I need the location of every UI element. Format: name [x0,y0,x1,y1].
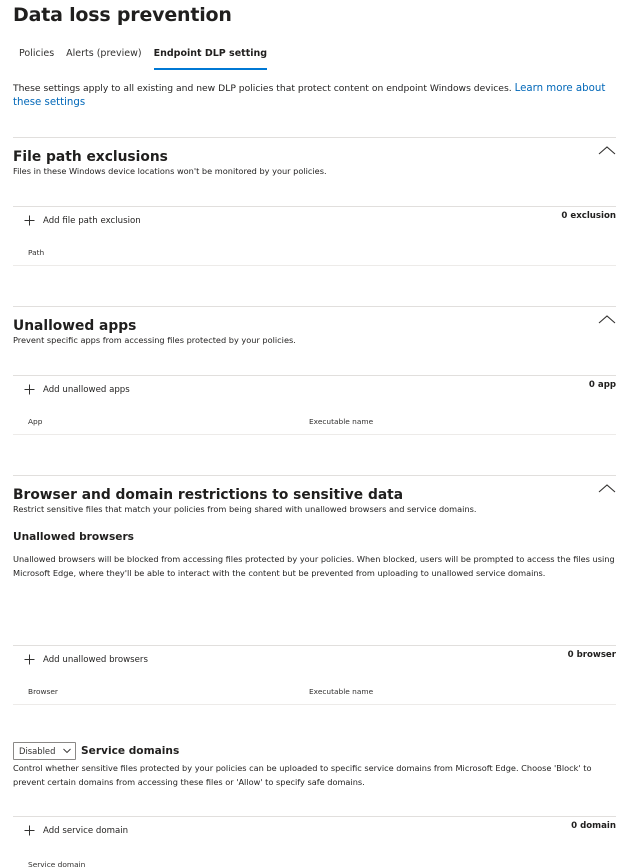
column-header-service-domain[interactable]: Service domain [28,860,86,868]
service-domains-title: Service domains [81,745,180,757]
column-header-browser[interactable]: Browser [28,687,58,696]
command-bar [13,375,616,405]
add-button-label: Add unallowed apps [43,384,130,395]
browser-domain-restrictions-section [13,475,616,868]
add-service-domain-button[interactable] [24,825,128,836]
section-title: Unallowed apps [13,318,137,334]
add-file-path-exclusion-button[interactable] [24,215,141,226]
exclusion-count: 0 exclusion [561,211,616,221]
section-description: Prevent specific apps from accessing files protected by your policies. [13,335,296,345]
section-title: Browser and domain restrictions to sensitive data [13,487,404,503]
add-icon [24,654,35,665]
section-header [13,307,616,354]
section-description: Files in these Windows device locations won't be monitored by your policies. [13,166,327,176]
tab-bar [13,46,273,70]
table-header [13,675,616,705]
intro-text [13,82,611,110]
unallowed-browsers-title: Unallowed browsers [13,531,134,543]
column-header-executable-name[interactable]: Executable name [309,417,374,426]
add-button-label: Add service domain [43,825,129,836]
service-domains-mode-dropdown[interactable] [13,742,76,760]
section-header [13,138,616,185]
column-header-path[interactable]: Path [28,248,45,257]
browser-count: 0 browser [567,650,616,660]
chevron-up-icon[interactable] [598,144,616,158]
section-title: File path exclusions [13,149,168,165]
unallowed-apps-section [13,306,616,435]
page-title: Data loss prevention [13,4,232,26]
table-header [13,236,616,266]
add-icon [24,384,35,395]
unallowed-browsers-description: Unallowed browsers will be blocked from accessing files protected by your policies. When blocked, users will be prompted to access the files using Microsoft Edge, where they'll be able to interact with the content but be prevented from uploading to unallowed service domains. [13,554,615,578]
table-header [13,846,616,868]
chevron-up-icon[interactable] [598,482,616,496]
service-domains-description: Control whether sensitive files protected by your policies can be uploaded to specific service domains from Microsoft Edge. Choose 'Block' to prevent certain domains from accessing these files or 'Allow' to specify safe domains. [13,763,592,787]
command-bar [13,206,616,236]
tab-endpoint-dlp-setting[interactable]: Endpoint DLP setting [148,46,273,70]
command-bar [13,645,616,675]
file-path-exclusions-section [13,137,616,266]
add-button-label: Add file path exclusion [43,215,141,226]
chevron-up-icon[interactable] [598,313,616,327]
add-icon [24,215,35,226]
section-description: Restrict sensitive files that match your policies from being shared with unallowed browsers and service domains. [13,504,477,514]
dropdown-value: Disabled [19,746,56,756]
add-button-label: Add unallowed browsers [43,654,148,665]
add-unallowed-browsers-button[interactable] [24,654,148,665]
learn-more-link[interactable]: Learn more about these settings [13,83,606,108]
chevron-down-icon [63,748,71,754]
add-unallowed-apps-button[interactable] [24,384,130,395]
section-header [13,476,616,523]
unallowed-browsers-heading [13,523,616,553]
column-header-app[interactable]: App [28,417,43,426]
add-icon [24,825,35,836]
tab-alerts-preview[interactable]: Alerts (preview) [66,48,142,59]
column-header-executable-name[interactable]: Executable name [309,687,374,696]
app-count: 0 app [588,380,616,390]
domain-count: 0 domain [571,821,616,831]
tab-policies[interactable]: Policies [19,48,55,59]
service-domains-heading [13,742,616,760]
intro-body: These settings apply to all existing and new DLP policies that protect content on endpoint Windows devices. [13,83,512,94]
command-bar [13,816,616,846]
table-header [13,405,616,435]
